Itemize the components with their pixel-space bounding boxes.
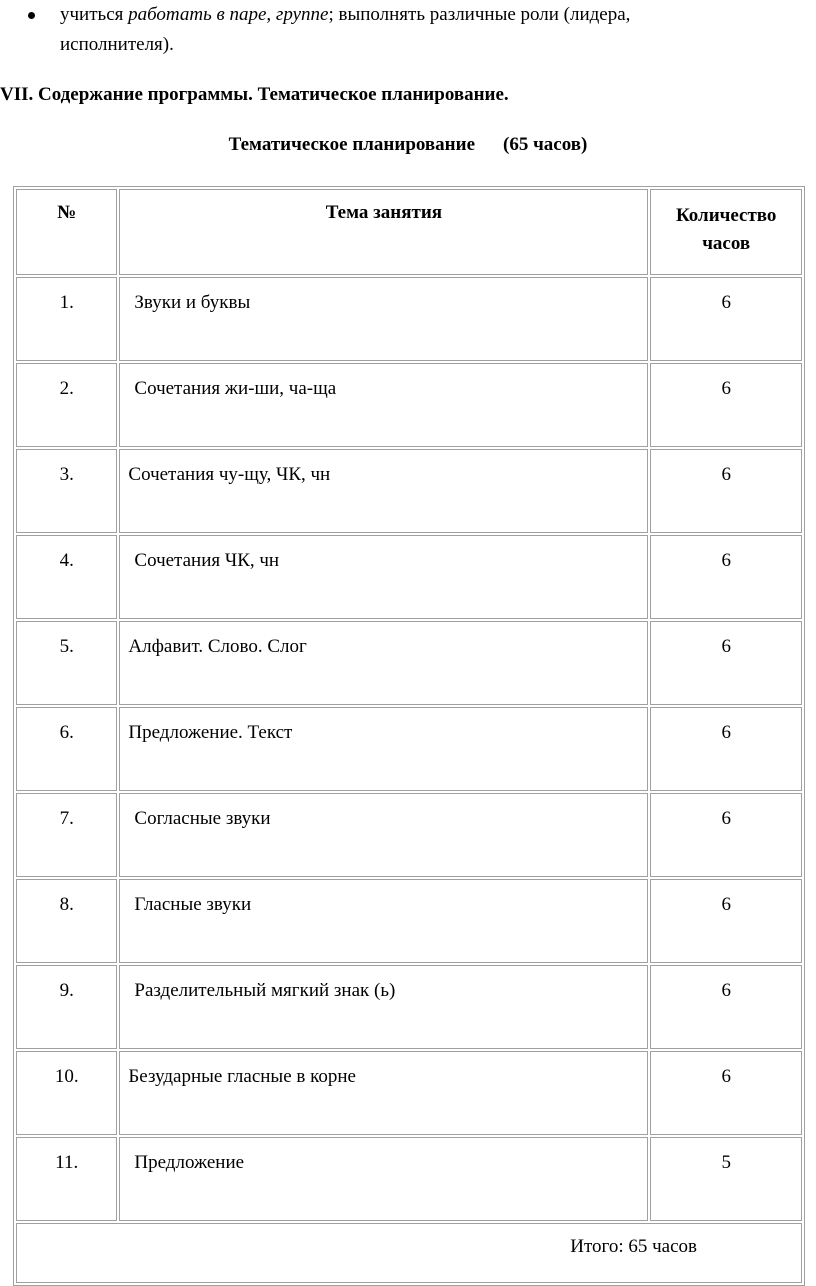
row-num: 1. <box>16 277 117 361</box>
table-title <box>0 130 816 160</box>
row-hours: 6 <box>650 793 802 877</box>
row-topic: Безударные гласные в корне <box>119 1051 648 1135</box>
table-row <box>16 277 802 361</box>
section-heading: VII. Содержание программы. Тематическое планирование. <box>0 84 509 105</box>
table-total: Итого: 65 часов <box>16 1223 802 1283</box>
intro-bullet-suffix: ; выполнять различные роли (лидера, <box>328 4 631 25</box>
row-topic: Предложение <box>119 1137 648 1221</box>
row-hours: 6 <box>650 879 802 963</box>
row-hours: 5 <box>650 1137 802 1221</box>
row-topic: Звуки и буквы <box>119 277 648 361</box>
row-hours: 6 <box>650 621 802 705</box>
table-row <box>16 707 802 791</box>
table-row <box>16 1137 802 1221</box>
row-topic: Сочетания жи-ши, ча-ща <box>119 363 648 447</box>
row-num: 6. <box>16 707 117 791</box>
row-num: 8. <box>16 879 117 963</box>
row-topic: Гласные звуки <box>119 879 648 963</box>
row-num: 4. <box>16 535 117 619</box>
row-hours: 6 <box>650 707 802 791</box>
row-topic: Разделительный мягкий знак (ь) <box>119 965 648 1049</box>
table-total-row <box>16 1223 802 1283</box>
row-hours: 6 <box>650 363 802 447</box>
intro-bullet-text <box>60 0 780 60</box>
row-hours: 6 <box>650 965 802 1049</box>
table-title-hours: (65 часов) <box>503 134 588 155</box>
row-topic: Сочетания ЧК, чн <box>119 535 648 619</box>
intro-bullet-line2: исполнителя). <box>60 34 174 55</box>
row-topic: Сочетания чу-щу, ЧК, чн <box>119 449 648 533</box>
row-hours: 6 <box>650 535 802 619</box>
row-num: 7. <box>16 793 117 877</box>
row-topic: Алфавит. Слово. Слог <box>119 621 648 705</box>
row-num: 2. <box>16 363 117 447</box>
row-hours: 6 <box>650 449 802 533</box>
row-topic: Предложение. Текст <box>119 707 648 791</box>
table-row <box>16 793 802 877</box>
table-row <box>16 621 802 705</box>
row-num: 10. <box>16 1051 117 1135</box>
table-row <box>16 1051 802 1135</box>
table-header-row <box>16 189 802 275</box>
row-num: 3. <box>16 449 117 533</box>
table-title-main: Тематическое планирование <box>228 134 476 155</box>
header-hours-line1: Количество <box>675 205 777 226</box>
thematic-plan-table <box>13 186 805 1286</box>
row-topic: Согласные звуки <box>119 793 648 877</box>
header-topic: Тема занятия <box>119 189 648 275</box>
row-num: 9. <box>16 965 117 1049</box>
bullet-icon <box>28 12 35 19</box>
table-row <box>16 535 802 619</box>
header-num: № <box>16 189 117 275</box>
table-row <box>16 363 802 447</box>
row-num: 5. <box>16 621 117 705</box>
header-hours-line2: часов <box>702 233 751 254</box>
table-row <box>16 965 802 1049</box>
table-row <box>16 449 802 533</box>
header-hours <box>650 189 802 275</box>
intro-bullet-prefix: учиться <box>60 4 129 25</box>
row-hours: 6 <box>650 277 802 361</box>
row-num: 11. <box>16 1137 117 1221</box>
row-hours: 6 <box>650 1051 802 1135</box>
intro-bullet-italic: работать в паре, группе <box>128 4 329 25</box>
table-row <box>16 879 802 963</box>
